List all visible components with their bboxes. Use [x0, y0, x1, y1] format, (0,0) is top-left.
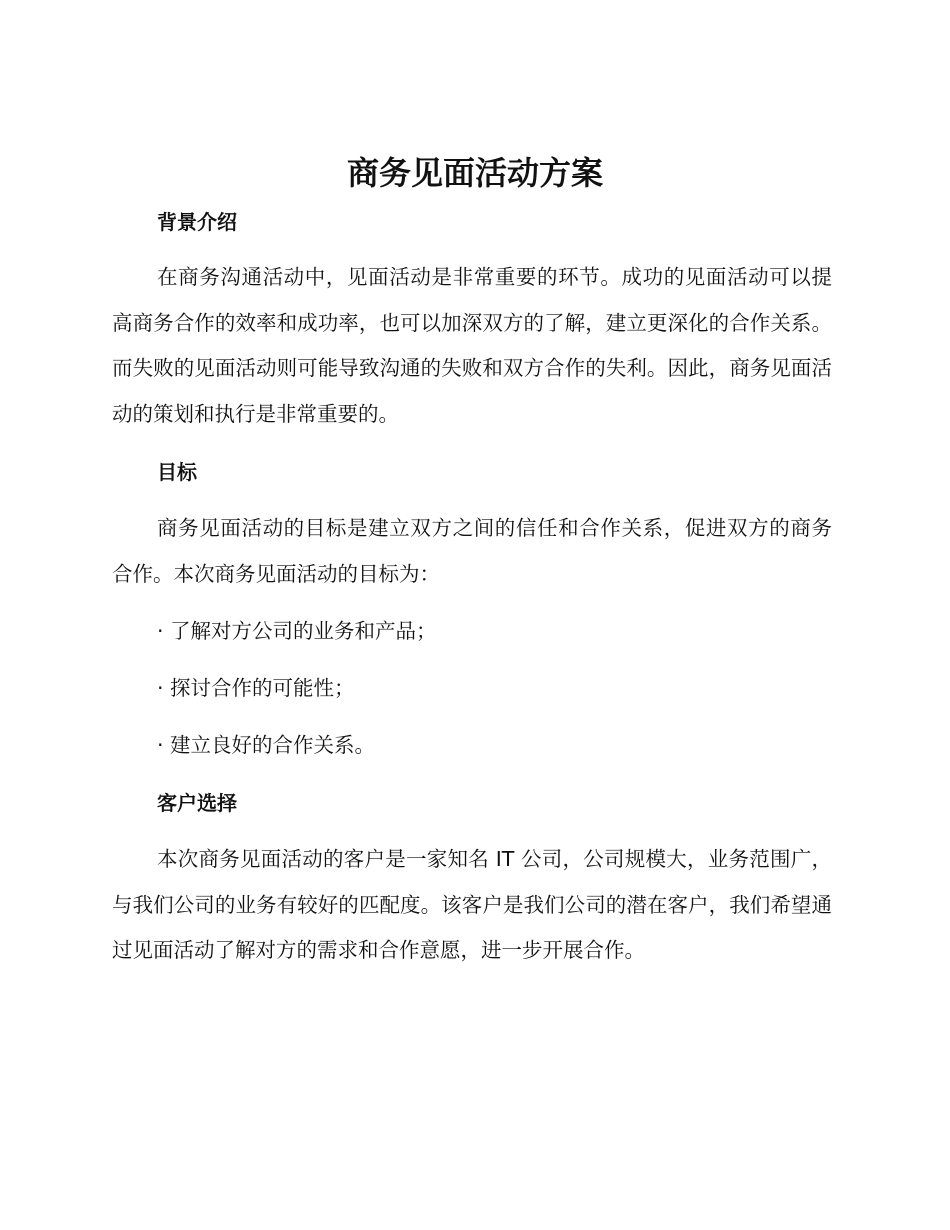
goal-bullet-item: · 了解对方公司的业务和产品；	[157, 619, 437, 643]
section-paragraph-goals: 商务见面活动的目标是建立双方之间的信任和合作关系，促进双方的商务合作。本次商务见面活动的目标为：	[112, 516, 832, 586]
section-heading-background: 背景介绍	[157, 210, 237, 234]
section-heading-goals: 目标	[157, 460, 197, 484]
section-paragraph-background: 在商务沟通活动中，见面活动是非常重要的环节。成功的见面活动可以提高商务合作的效率和成功率，也可以加深双方的了解，建立更深化的合作关系。而失败的见面活动则可能导致沟通的失败和双方合作的失利。因此，商务见面活动的策划和执行是非常重要的。	[112, 265, 832, 426]
document-title: 商务见面活动方案	[346, 154, 603, 192]
goal-bullet-item: · 建立良好的合作关系。	[157, 733, 376, 757]
goal-bullet-item: · 探讨合作的可能性；	[157, 676, 355, 700]
section-heading-client-selection: 客户选择	[157, 791, 237, 815]
section-paragraph-client-selection: 本次商务见面活动的客户是一家知名 IT 公司，公司规模大，业务范围广，与我们公司的业务有较好的匹配度。该客户是我们公司的潜在客户，我们希望通过见面活动了解对方的需求和合作意愿，进一步开展合作。	[112, 847, 832, 962]
